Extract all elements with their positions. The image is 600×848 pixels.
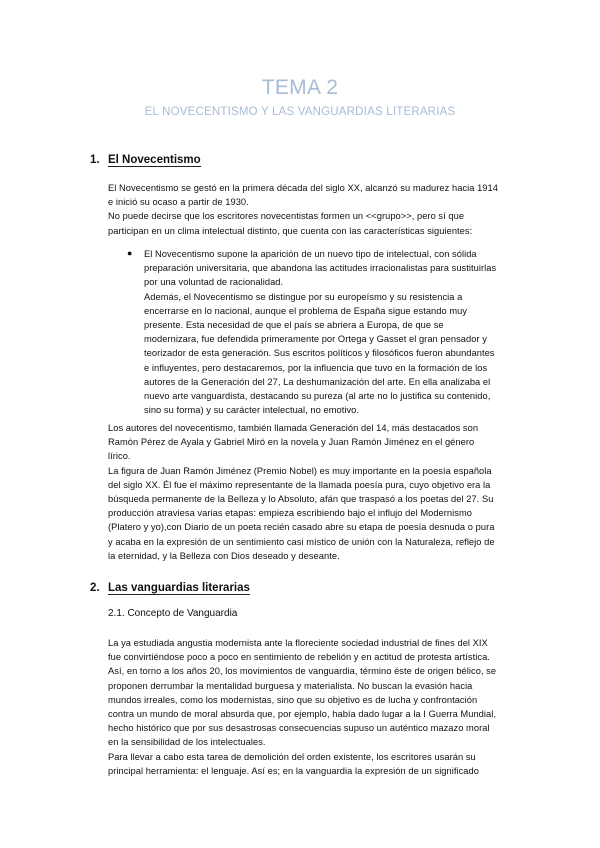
bullet-point-icon: ● xyxy=(127,248,133,258)
text-line: producción atraviesa varias etapas: empieza escribiendo bajo el influjo del Modernismo xyxy=(108,508,472,519)
text-line: hecho histórico que por sus desastrosas consecuencias supuso un auténtico mazazo moral xyxy=(108,723,490,734)
text-line: búsqueda permanente de la Belleza y lo Absoluto, afán que traspasó a los poetas del 27. Su xyxy=(108,494,494,505)
text-line: la eternidad, y la Belleza con Dios deseado y deseante. xyxy=(108,550,340,561)
text-line: Los autores del novecentismo, también llamada Generación del 14, más destacados son xyxy=(108,423,479,433)
text-line: Además, el Novecentismo se distingue por su europeísmo y su resistencia a xyxy=(144,291,463,302)
text-line: (Platero y yo),con Diario de un poeta recién casado abre su etapa de poesía desnuda o pura xyxy=(108,522,495,533)
text-line: sino su forma) y su carácter intelectual, no emotivo. xyxy=(144,405,360,416)
paragraph-intro xyxy=(108,181,498,238)
text-line: modernizara, fue defendida primeramente por Ortega y Gasset el gran pensador y xyxy=(144,334,487,345)
text-line: del siglo XX. Él fue el máximo representante de la llamada poesía pura, cuyo objetivo era la xyxy=(108,479,491,490)
text-line: en la sensibilidad de los intelectuales. xyxy=(108,737,266,748)
document-title: TEMA 2 xyxy=(261,76,339,99)
section-number: 1. xyxy=(90,154,100,166)
text-line: encerrarse en lo nacional, aunque el problema de España sigue estando muy xyxy=(144,305,468,316)
text-line: contra un mundo de moral absurda que, por ejemplo, había dado lugar a la I Guerra Mundial, xyxy=(108,709,496,720)
text-line: presente. Esta necesidad de que el país se abriera a Europa, de que se xyxy=(144,320,444,331)
text-line: No puede decirse que los escritores novecentistas formen un <<grupo>>, pero sí que xyxy=(108,211,465,222)
text-line: El Novecentismo supone la aparición de un nuevo tipo de intelectual, con sólida xyxy=(144,249,477,259)
text-line: La ya estudiada angustia modernista ante la floreciente sociedad industrial de fines del XIX xyxy=(108,638,488,648)
paragraph-authors xyxy=(108,421,495,563)
text-line: e inició su ocaso a partir de 1930. xyxy=(108,197,249,208)
text-line: participan en un clima intelectual distinto, que cuenta con las características siguientes: xyxy=(108,225,473,236)
text-line: lírico. xyxy=(108,451,131,462)
text-line: e influyentes, pero destacaremos, por la influencia que tuvo en la formación de los xyxy=(144,362,488,373)
text-line: proponen derrumbar la mentalidad burguesa y materialista. No buscan la evasión hacia xyxy=(108,680,473,691)
text-line: La figura de Juan Ramón Jiménez (Premio Nobel) es muy importante en la poesía española xyxy=(108,465,492,476)
text-line: teorizador de esta generación. Sus escritos políticos y filosóficos fueron abundantes xyxy=(144,348,495,359)
bullet-paragraph xyxy=(144,247,496,417)
section-heading-novecentismo xyxy=(90,154,201,166)
text-line: mundos irreales, como los modernistas, sino que su objetivo es de lucha y confrontación xyxy=(108,694,478,705)
text-line: por una voluntad de racionalidad. xyxy=(144,277,284,288)
text-line: El Novecentismo se gestó en la primera década del siglo XX, alcanzó su madurez hacia 1914 xyxy=(108,183,498,193)
section-title: El Novecentismo xyxy=(108,154,201,166)
text-line: Para llevar a cabo esta tarea de demolición del orden existente, los escritores usarán su xyxy=(108,751,476,762)
section-heading-vanguardias xyxy=(90,582,250,594)
section-number: 2. xyxy=(90,582,100,594)
text-line: nuevo arte vanguardista, destacando su pureza (al arte no lo justifica su contenido, xyxy=(144,391,491,402)
text-line: preparación universitaria, que abandona las actitudes irracionalistas para sustituirlas xyxy=(144,263,497,274)
text-line: y acaba en la expresión de un sentimiento casi místico de unión con la Naturaleza, reflejo de xyxy=(108,536,495,547)
section-title: Las vanguardias literarias xyxy=(108,582,250,594)
subsection-heading: 2.1. Concepto de Vanguardia xyxy=(108,608,238,619)
text-line: fue convirtiéndose poco a poco en sentimiento de rebelión y en actitud de protesta artística. xyxy=(108,652,490,663)
paragraph-vanguardia xyxy=(108,636,496,778)
text-line: Así, en torno a los años 20, los movimientos de vanguardia, término éste de origen bélico, se xyxy=(108,666,497,677)
text-line: Ramón Pérez de Ayala y Gabriel Miró en la novela y Juan Ramón Jiménez en el género xyxy=(108,437,475,448)
text-line: autores de la Generación del 27, La deshumanización del arte. En ella analizaba el xyxy=(144,376,491,387)
text-line: principal herramienta: el lenguaje. Así es; en la vanguardia la expresión de un significado xyxy=(108,765,479,776)
document-subtitle: EL NOVECENTISMO Y LAS VANGUARDIAS LITERARIAS xyxy=(144,106,456,118)
